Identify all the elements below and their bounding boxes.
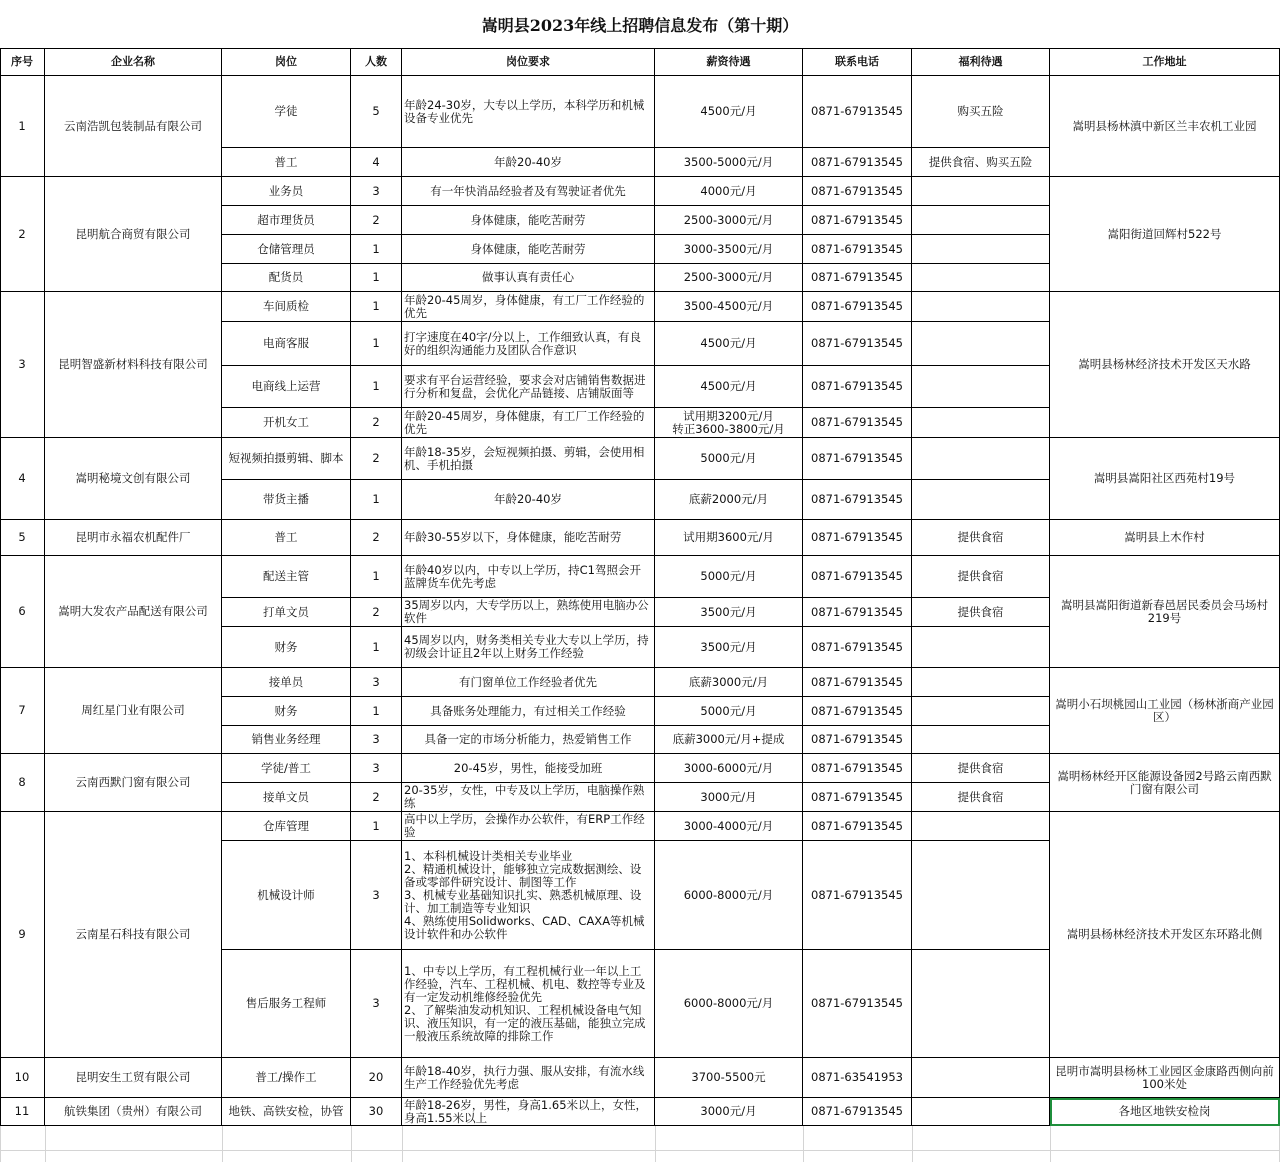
job-requirement[interactable]: 要求有平台运营经验，要求会对店铺销售数据进行分析和复盘，会优化产品链接、店铺版面等 bbox=[402, 366, 655, 408]
job-phone[interactable]: 0871-63541953 bbox=[803, 1058, 912, 1098]
header-seq[interactable]: 序号 bbox=[0, 48, 45, 76]
sheet-title[interactable]: 嵩明县2023年线上招聘信息发布（第十期） bbox=[481, 15, 799, 35]
job-post[interactable]: 配送主管 bbox=[222, 556, 351, 598]
job-post[interactable]: 财务 bbox=[222, 697, 351, 726]
job-salary[interactable]: 3000-6000元/月 bbox=[655, 754, 803, 783]
job-post[interactable]: 配货员 bbox=[222, 264, 351, 292]
job-welfare[interactable] bbox=[912, 206, 1050, 235]
job-welfare[interactable]: 提供食宿 bbox=[912, 520, 1050, 556]
job-phone[interactable]: 0871-67913545 bbox=[803, 812, 912, 841]
company-address[interactable]: 嵩明县嵩阳街道新春邑居民委员会马场村219号 bbox=[1050, 556, 1280, 668]
company-address[interactable]: 嵩明县嵩阳社区西苑村19号 bbox=[1050, 438, 1280, 520]
job-count[interactable]: 1 bbox=[351, 697, 402, 726]
job-welfare[interactable] bbox=[912, 264, 1050, 292]
job-welfare[interactable] bbox=[912, 322, 1050, 366]
job-requirement[interactable]: 年龄20-40岁 bbox=[402, 148, 655, 177]
job-post[interactable]: 普工 bbox=[222, 520, 351, 556]
job-welfare[interactable] bbox=[912, 697, 1050, 726]
job-phone[interactable]: 0871-67913545 bbox=[803, 556, 912, 598]
job-post[interactable]: 学徒 bbox=[222, 76, 351, 148]
job-post[interactable]: 接单员 bbox=[222, 668, 351, 697]
company-name[interactable]: 昆明市永福农机配件厂 bbox=[45, 520, 222, 556]
company-address[interactable]: 昆明市嵩明县杨林工业园区金康路西侧向前100米处 bbox=[1050, 1058, 1280, 1098]
job-count[interactable]: 3 bbox=[351, 726, 402, 754]
job-count[interactable]: 2 bbox=[351, 438, 402, 480]
job-requirement[interactable]: 具备账务处理能力，有过相关工作经验 bbox=[402, 697, 655, 726]
job-phone[interactable]: 0871-67913545 bbox=[803, 148, 912, 177]
job-welfare[interactable] bbox=[912, 480, 1050, 520]
job-welfare[interactable] bbox=[912, 1098, 1050, 1126]
header-count[interactable]: 人数 bbox=[351, 48, 402, 76]
job-requirement[interactable]: 高中以上学历，会操作办公软件，有ERP工作经验 bbox=[402, 812, 655, 841]
job-phone[interactable]: 0871-67913545 bbox=[803, 754, 912, 783]
job-post[interactable]: 电商线上运营 bbox=[222, 366, 351, 408]
job-count[interactable]: 20 bbox=[351, 1058, 402, 1098]
job-phone[interactable]: 0871-67913545 bbox=[803, 235, 912, 264]
job-post[interactable]: 短视频拍摄剪辑、脚本 bbox=[222, 438, 351, 480]
job-post[interactable]: 仓储管理员 bbox=[222, 235, 351, 264]
job-phone[interactable]: 0871-67913545 bbox=[803, 668, 912, 697]
job-requirement[interactable]: 年龄18-26岁，男性，身高1.65米以上，女性，身高1.55米以上 bbox=[402, 1098, 655, 1126]
job-welfare[interactable] bbox=[912, 366, 1050, 408]
company-seq[interactable]: 7 bbox=[0, 668, 45, 754]
job-salary[interactable]: 3500元/月 bbox=[655, 598, 803, 627]
job-phone[interactable]: 0871-67913545 bbox=[803, 438, 912, 480]
company-seq[interactable]: 9 bbox=[0, 812, 45, 1058]
job-phone[interactable]: 0871-67913545 bbox=[803, 480, 912, 520]
job-post[interactable]: 业务员 bbox=[222, 177, 351, 206]
empty-gridline bbox=[351, 1126, 352, 1162]
job-count[interactable]: 30 bbox=[351, 1098, 402, 1126]
job-salary[interactable]: 6000-8000元/月 bbox=[655, 950, 803, 1058]
job-requirement[interactable]: 年龄20-45周岁，身体健康，有工厂工作经验的优先 bbox=[402, 292, 655, 322]
job-count[interactable]: 1 bbox=[351, 264, 402, 292]
job-post[interactable]: 仓库管理 bbox=[222, 812, 351, 841]
empty-gridline bbox=[1050, 1126, 1051, 1162]
job-requirement[interactable]: 35周岁以内，大专学历以上，熟练使用电脑办公软件 bbox=[402, 598, 655, 627]
job-count[interactable]: 3 bbox=[351, 950, 402, 1058]
job-welfare[interactable] bbox=[912, 812, 1050, 841]
job-phone[interactable]: 0871-67913545 bbox=[803, 366, 912, 408]
empty-gridline bbox=[912, 1126, 913, 1162]
job-welfare[interactable]: 提供食宿 bbox=[912, 598, 1050, 627]
job-count[interactable]: 2 bbox=[351, 520, 402, 556]
job-requirement[interactable]: 有一年快消品经验者及有驾驶证者优先 bbox=[402, 177, 655, 206]
job-welfare[interactable]: 提供食宿 bbox=[912, 783, 1050, 812]
job-phone[interactable]: 0871-67913545 bbox=[803, 292, 912, 322]
job-requirement[interactable]: 年龄20-40岁 bbox=[402, 480, 655, 520]
job-count[interactable]: 4 bbox=[351, 148, 402, 177]
company-address[interactable]: 嵩明杨林经开区能源设备园2号路云南西默门窗有限公司 bbox=[1050, 754, 1280, 812]
job-count[interactable]: 3 bbox=[351, 177, 402, 206]
job-welfare[interactable]: 购买五险 bbox=[912, 76, 1050, 148]
job-requirement[interactable]: 年龄20-45周岁，身体健康，有工厂工作经验的优先 bbox=[402, 408, 655, 438]
job-count[interactable]: 1 bbox=[351, 556, 402, 598]
job-requirement[interactable]: 年龄18-35岁，会短视频拍摄、剪辑，会使用相机、手机拍摄 bbox=[402, 438, 655, 480]
company-address[interactable]: 嵩明县上木作村 bbox=[1050, 520, 1280, 556]
company-seq[interactable]: 6 bbox=[0, 556, 45, 668]
job-count[interactable]: 5 bbox=[351, 76, 402, 148]
job-welfare[interactable]: 提供食宿 bbox=[912, 556, 1050, 598]
job-salary[interactable]: 3500-4500元/月 bbox=[655, 292, 803, 322]
job-phone[interactable]: 0871-67913545 bbox=[803, 841, 912, 950]
header-address[interactable]: 工作地址 bbox=[1050, 48, 1280, 76]
job-salary[interactable]: 5000元/月 bbox=[655, 697, 803, 726]
job-requirement[interactable]: 20-35岁，女性，中专及以上学历，电脑操作熟练 bbox=[402, 783, 655, 812]
job-salary[interactable]: 3500元/月 bbox=[655, 627, 803, 668]
job-salary[interactable]: 3500-5000元/月 bbox=[655, 148, 803, 177]
job-post[interactable]: 售后服务工程师 bbox=[222, 950, 351, 1058]
job-phone[interactable]: 0871-67913545 bbox=[803, 598, 912, 627]
job-requirement[interactable]: 年龄30-55岁以下，身体健康，能吃苦耐劳 bbox=[402, 520, 655, 556]
empty-gridline bbox=[0, 1150, 1280, 1151]
job-salary[interactable]: 3000元/月 bbox=[655, 783, 803, 812]
company-address[interactable]: 嵩阳街道回辉村522号 bbox=[1050, 177, 1280, 292]
job-phone[interactable]: 0871-67913545 bbox=[803, 177, 912, 206]
empty-gridline bbox=[0, 1126, 1, 1162]
company-seq[interactable]: 4 bbox=[0, 438, 45, 520]
company-address[interactable]: 嵩明县杨林经济技术开发区天水路 bbox=[1050, 292, 1280, 438]
job-salary[interactable]: 3700-5500元 bbox=[655, 1058, 803, 1098]
job-post[interactable]: 财务 bbox=[222, 627, 351, 668]
job-post[interactable]: 地铁、高铁安检，协管 bbox=[222, 1098, 351, 1126]
job-count[interactable]: 1 bbox=[351, 235, 402, 264]
company-address[interactable]: 嵩明小石坝桃园山工业园（杨林浙商产业园区） bbox=[1050, 668, 1280, 754]
company-seq[interactable]: 11 bbox=[0, 1098, 45, 1126]
job-salary[interactable]: 试用期3200元/月 转正3600-3800元/月 bbox=[655, 408, 803, 438]
company-seq[interactable]: 10 bbox=[0, 1058, 45, 1098]
empty-gridline bbox=[402, 1126, 403, 1162]
header-company[interactable]: 企业名称 bbox=[45, 48, 222, 76]
job-requirement[interactable]: 身体健康，能吃苦耐劳 bbox=[402, 235, 655, 264]
company-name[interactable]: 昆明安生工贸有限公司 bbox=[45, 1058, 222, 1098]
job-phone[interactable]: 0871-67913545 bbox=[803, 627, 912, 668]
job-post[interactable]: 接单文员 bbox=[222, 783, 351, 812]
job-post[interactable]: 普工 bbox=[222, 148, 351, 177]
job-salary[interactable]: 4500元/月 bbox=[655, 322, 803, 366]
header-phone[interactable]: 联系电话 bbox=[803, 48, 912, 76]
job-post[interactable]: 超市理货员 bbox=[222, 206, 351, 235]
company-seq[interactable]: 3 bbox=[0, 292, 45, 438]
job-welfare[interactable]: 提供食宿、购买五险 bbox=[912, 148, 1050, 177]
job-requirement[interactable]: 20-45岁，男性，能接受加班 bbox=[402, 754, 655, 783]
job-post[interactable]: 普工/操作工 bbox=[222, 1058, 351, 1098]
job-requirement[interactable]: 打字速度在40字/分以上，工作细致认真，有良好的组织沟通能力及团队合作意识 bbox=[402, 322, 655, 366]
job-welfare[interactable] bbox=[912, 177, 1050, 206]
job-post[interactable]: 销售业务经理 bbox=[222, 726, 351, 754]
job-requirement[interactable]: 1、本科机械设计类相关专业毕业 2、精通机械设计，能够独立完成数据测绘、设备或零部件研究设计、制图等工作 3、机械专业基础知识扎实、熟悉机械原理、设计、加工制造等专业知识 4、熟练使用Solidworks、CAD、CAXA等机械设计软件和办公软件 bbox=[402, 841, 655, 950]
job-salary[interactable]: 2500-3000元/月 bbox=[655, 206, 803, 235]
job-count[interactable]: 1 bbox=[351, 322, 402, 366]
job-salary[interactable]: 2500-3000元/月 bbox=[655, 264, 803, 292]
job-post[interactable]: 开机女工 bbox=[222, 408, 351, 438]
company-name[interactable]: 云南浩凯包装制品有限公司 bbox=[45, 76, 222, 177]
job-count[interactable]: 1 bbox=[351, 480, 402, 520]
job-phone[interactable]: 0871-67913545 bbox=[803, 76, 912, 148]
job-welfare[interactable] bbox=[912, 726, 1050, 754]
empty-gridline bbox=[222, 1126, 223, 1162]
job-count[interactable]: 2 bbox=[351, 783, 402, 812]
job-requirement[interactable]: 身体健康，能吃苦耐劳 bbox=[402, 206, 655, 235]
company-name[interactable]: 航铁集团（贵州）有限公司 bbox=[45, 1098, 222, 1126]
job-post[interactable]: 学徒/普工 bbox=[222, 754, 351, 783]
job-count[interactable]: 3 bbox=[351, 668, 402, 697]
job-count[interactable]: 2 bbox=[351, 408, 402, 438]
job-count[interactable]: 2 bbox=[351, 206, 402, 235]
job-phone[interactable]: 0871-67913545 bbox=[803, 520, 912, 556]
job-post[interactable]: 带货主播 bbox=[222, 480, 351, 520]
company-name[interactable]: 嵩明秘境文创有限公司 bbox=[45, 438, 222, 520]
job-phone[interactable]: 0871-67913545 bbox=[803, 1098, 912, 1126]
job-phone[interactable]: 0871-67913545 bbox=[803, 697, 912, 726]
job-count[interactable]: 2 bbox=[351, 598, 402, 627]
job-phone[interactable]: 0871-67913545 bbox=[803, 950, 912, 1058]
job-phone[interactable]: 0871-67913545 bbox=[803, 206, 912, 235]
empty-gridline bbox=[655, 1126, 656, 1162]
job-phone[interactable]: 0871-67913545 bbox=[803, 322, 912, 366]
job-requirement[interactable]: 做事认真有责任心 bbox=[402, 264, 655, 292]
company-name[interactable]: 昆明航合商贸有限公司 bbox=[45, 177, 222, 292]
job-welfare[interactable]: 提供食宿 bbox=[912, 754, 1050, 783]
company-name[interactable]: 昆明智盛新材料科技有限公司 bbox=[45, 292, 222, 438]
company-name[interactable]: 云南西默门窗有限公司 bbox=[45, 754, 222, 812]
job-salary[interactable]: 4000元/月 bbox=[655, 177, 803, 206]
job-salary[interactable]: 5000元/月 bbox=[655, 438, 803, 480]
job-phone[interactable]: 0871-67913545 bbox=[803, 783, 912, 812]
job-phone[interactable]: 0871-67913545 bbox=[803, 264, 912, 292]
job-phone[interactable]: 0871-67913545 bbox=[803, 726, 912, 754]
header-requirement[interactable]: 岗位要求 bbox=[402, 48, 655, 76]
job-welfare[interactable] bbox=[912, 235, 1050, 264]
job-salary[interactable]: 5000元/月 bbox=[655, 556, 803, 598]
company-seq[interactable]: 5 bbox=[0, 520, 45, 556]
header-post[interactable]: 岗位 bbox=[222, 48, 351, 76]
job-salary[interactable]: 3000-4000元/月 bbox=[655, 812, 803, 841]
job-salary[interactable]: 3000元/月 bbox=[655, 1098, 803, 1126]
empty-gridline bbox=[803, 1126, 804, 1162]
company-address[interactable]: 各地区地铁安检岗 bbox=[1050, 1098, 1280, 1126]
job-welfare[interactable] bbox=[912, 950, 1050, 1058]
company-name[interactable]: 云南星石科技有限公司 bbox=[45, 812, 222, 1058]
job-requirement[interactable]: 45周岁以内，财务类相关专业大专以上学历，持初级会计证且2年以上财务工作经验 bbox=[402, 627, 655, 668]
job-requirement[interactable]: 年龄40岁以内，中专以上学历，持C1驾照会开蓝牌货车优先考虑 bbox=[402, 556, 655, 598]
company-seq[interactable]: 2 bbox=[0, 177, 45, 292]
job-post[interactable]: 电商客服 bbox=[222, 322, 351, 366]
job-post[interactable]: 打单文员 bbox=[222, 598, 351, 627]
empty-gridline bbox=[45, 1126, 46, 1162]
job-welfare[interactable] bbox=[912, 627, 1050, 668]
job-salary[interactable]: 6000-8000元/月 bbox=[655, 841, 803, 950]
job-requirement[interactable]: 年龄24-30岁，大专以上学历，本科学历和机械设备专业优先 bbox=[402, 76, 655, 148]
job-welfare[interactable] bbox=[912, 1058, 1050, 1098]
job-welfare[interactable] bbox=[912, 438, 1050, 480]
header-welfare[interactable]: 福利待遇 bbox=[912, 48, 1050, 76]
job-salary[interactable]: 3000-3500元/月 bbox=[655, 235, 803, 264]
job-requirement[interactable]: 具备一定的市场分析能力，热爱销售工作 bbox=[402, 726, 655, 754]
company-address[interactable]: 嵩明县杨林滇中新区兰丰农机工业园 bbox=[1050, 76, 1280, 177]
job-salary[interactable]: 试用期3600元/月 bbox=[655, 520, 803, 556]
job-welfare[interactable] bbox=[912, 668, 1050, 697]
job-count[interactable]: 1 bbox=[351, 812, 402, 841]
job-count[interactable]: 3 bbox=[351, 754, 402, 783]
company-seq[interactable]: 8 bbox=[0, 754, 45, 812]
job-post[interactable]: 机械设计师 bbox=[222, 841, 351, 950]
job-welfare[interactable] bbox=[912, 408, 1050, 438]
job-welfare[interactable] bbox=[912, 292, 1050, 322]
job-count[interactable]: 1 bbox=[351, 627, 402, 668]
job-count[interactable]: 1 bbox=[351, 292, 402, 322]
company-name[interactable]: 嵩明大发农产品配送有限公司 bbox=[45, 556, 222, 668]
job-welfare[interactable] bbox=[912, 841, 1050, 950]
job-salary[interactable]: 4500元/月 bbox=[655, 366, 803, 408]
company-seq[interactable]: 1 bbox=[0, 76, 45, 177]
job-salary[interactable]: 底薪3000元/月 bbox=[655, 668, 803, 697]
job-salary[interactable]: 底薪2000元/月 bbox=[655, 480, 803, 520]
company-address[interactable]: 嵩明县杨林经济技术开发区东环路北侧 bbox=[1050, 812, 1280, 1058]
job-requirement[interactable]: 有门窗单位工作经验者优先 bbox=[402, 668, 655, 697]
company-name[interactable]: 周红星门业有限公司 bbox=[45, 668, 222, 754]
job-phone[interactable]: 0871-67913545 bbox=[803, 408, 912, 438]
job-count[interactable]: 3 bbox=[351, 841, 402, 950]
job-count[interactable]: 1 bbox=[351, 366, 402, 408]
job-requirement[interactable]: 1、中专以上学历，有工程机械行业一年以上工作经验，汽车、工程机械、机电、数控等专业及有一定发动机维修经验优先 2、了解柴油发动机知识、工程机械设备电气知识、液压知识，有一定的液压基础，能独立完成一般液压系统故障的排除工作 bbox=[402, 950, 655, 1058]
job-requirement[interactable]: 年龄18-40岁，执行力强、服从安排，有流水线生产工作经验优先考虑 bbox=[402, 1058, 655, 1098]
job-salary[interactable]: 4500元/月 bbox=[655, 76, 803, 148]
job-post[interactable]: 车间质检 bbox=[222, 292, 351, 322]
job-salary[interactable]: 底薪3000元/月+提成 bbox=[655, 726, 803, 754]
header-salary[interactable]: 薪资待遇 bbox=[655, 48, 803, 76]
